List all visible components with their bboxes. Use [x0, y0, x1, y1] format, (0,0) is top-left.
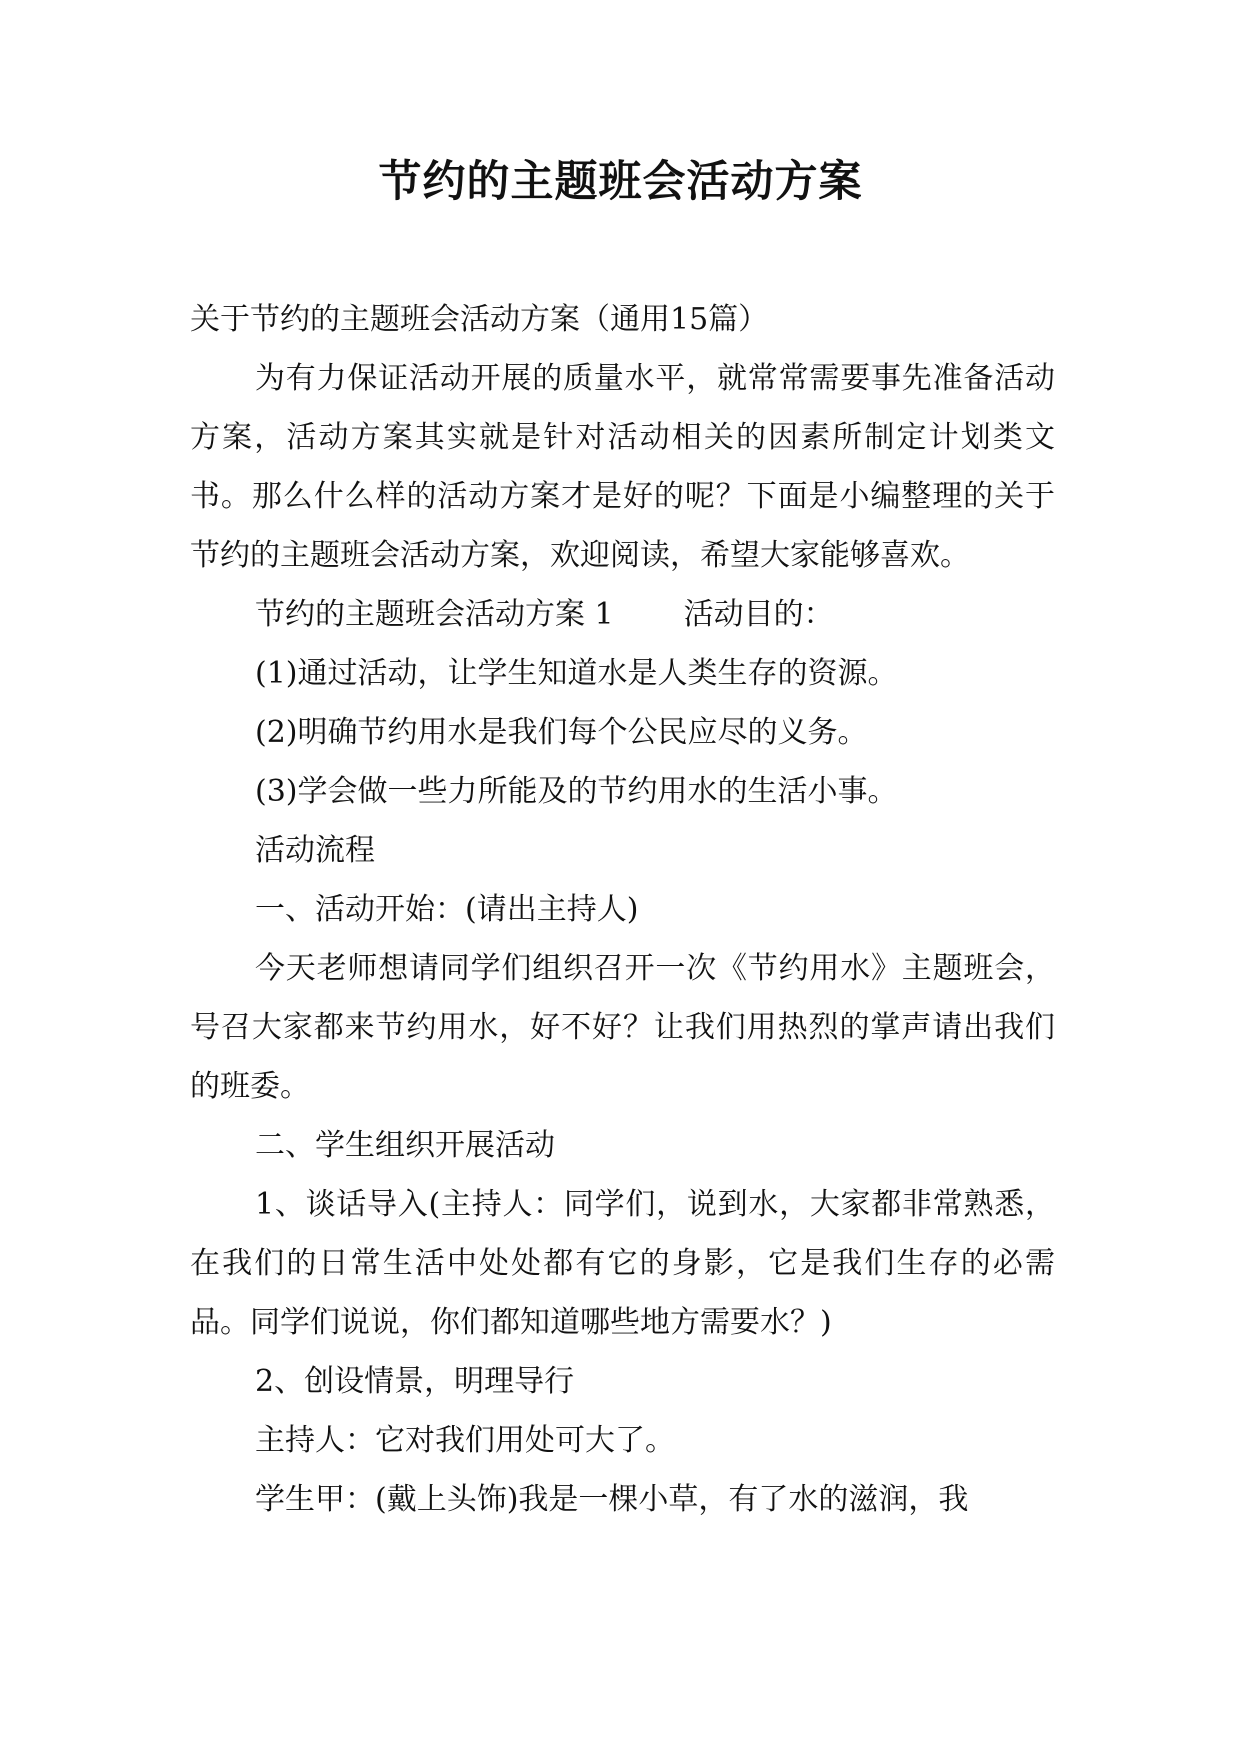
list-item: (3)学会做一些力所能及的节约用水的生活小事。 — [255, 774, 898, 809]
body-paragraph: 今天老师想请同学们组织召开一次《节约用水》主题班会，号召大家都来节约用水，好不好？让我们用热烈的掌声请出我们的班委。 — [190, 951, 1055, 1104]
intro-paragraph: 为有力保证活动开展的质量水平，就常常需要事先准备活动方案，活动方案其实就是针对活动相关的因素所制定计划类文书。那么什么样的活动方案才是好的呢？下面是小编整理的关于节约的主题班会活动方案，欢迎阅读，希望大家能够喜欢。 — [190, 361, 1055, 573]
dialogue-line: 主持人：它对我们用处可大了。 — [255, 1423, 675, 1458]
section-subheading: 活动流程 — [255, 833, 375, 868]
step-heading: 一、活动开始：(请出主持人) — [255, 892, 639, 927]
dialogue-line: 学生甲：(戴上头饰)我是一棵小草，有了水的滋润，我 — [255, 1482, 969, 1517]
step-heading: 2、创设情景，明理导行 — [255, 1364, 575, 1399]
list-item: (1)通过活动，让学生知道水是人类生存的资源。 — [255, 656, 898, 691]
body-paragraph: 1、谈话导入(主持人：同学们，说到水，大家都非常熟悉，在我们的日常生活中处处都有它的身影，它是我们生存的必需品。同学们说说，你们都知道哪些地方需要水？) — [190, 1187, 1055, 1340]
section-heading-line — [190, 585, 1055, 644]
section-heading: 节约的主题班会活动方案 1 — [255, 597, 614, 632]
page-title: 节约的主题班会活动方案 — [378, 157, 863, 207]
document-subtitle: 关于节约的主题班会活动方案（通用15篇） — [190, 302, 769, 337]
document-body — [190, 290, 1055, 1529]
step-heading: 二、学生组织开展活动 — [255, 1128, 555, 1163]
list-item: (2)明确节约用水是我们每个公民应尽的义务。 — [255, 715, 868, 750]
section-goal-label: 活动目的： — [683, 597, 834, 632]
